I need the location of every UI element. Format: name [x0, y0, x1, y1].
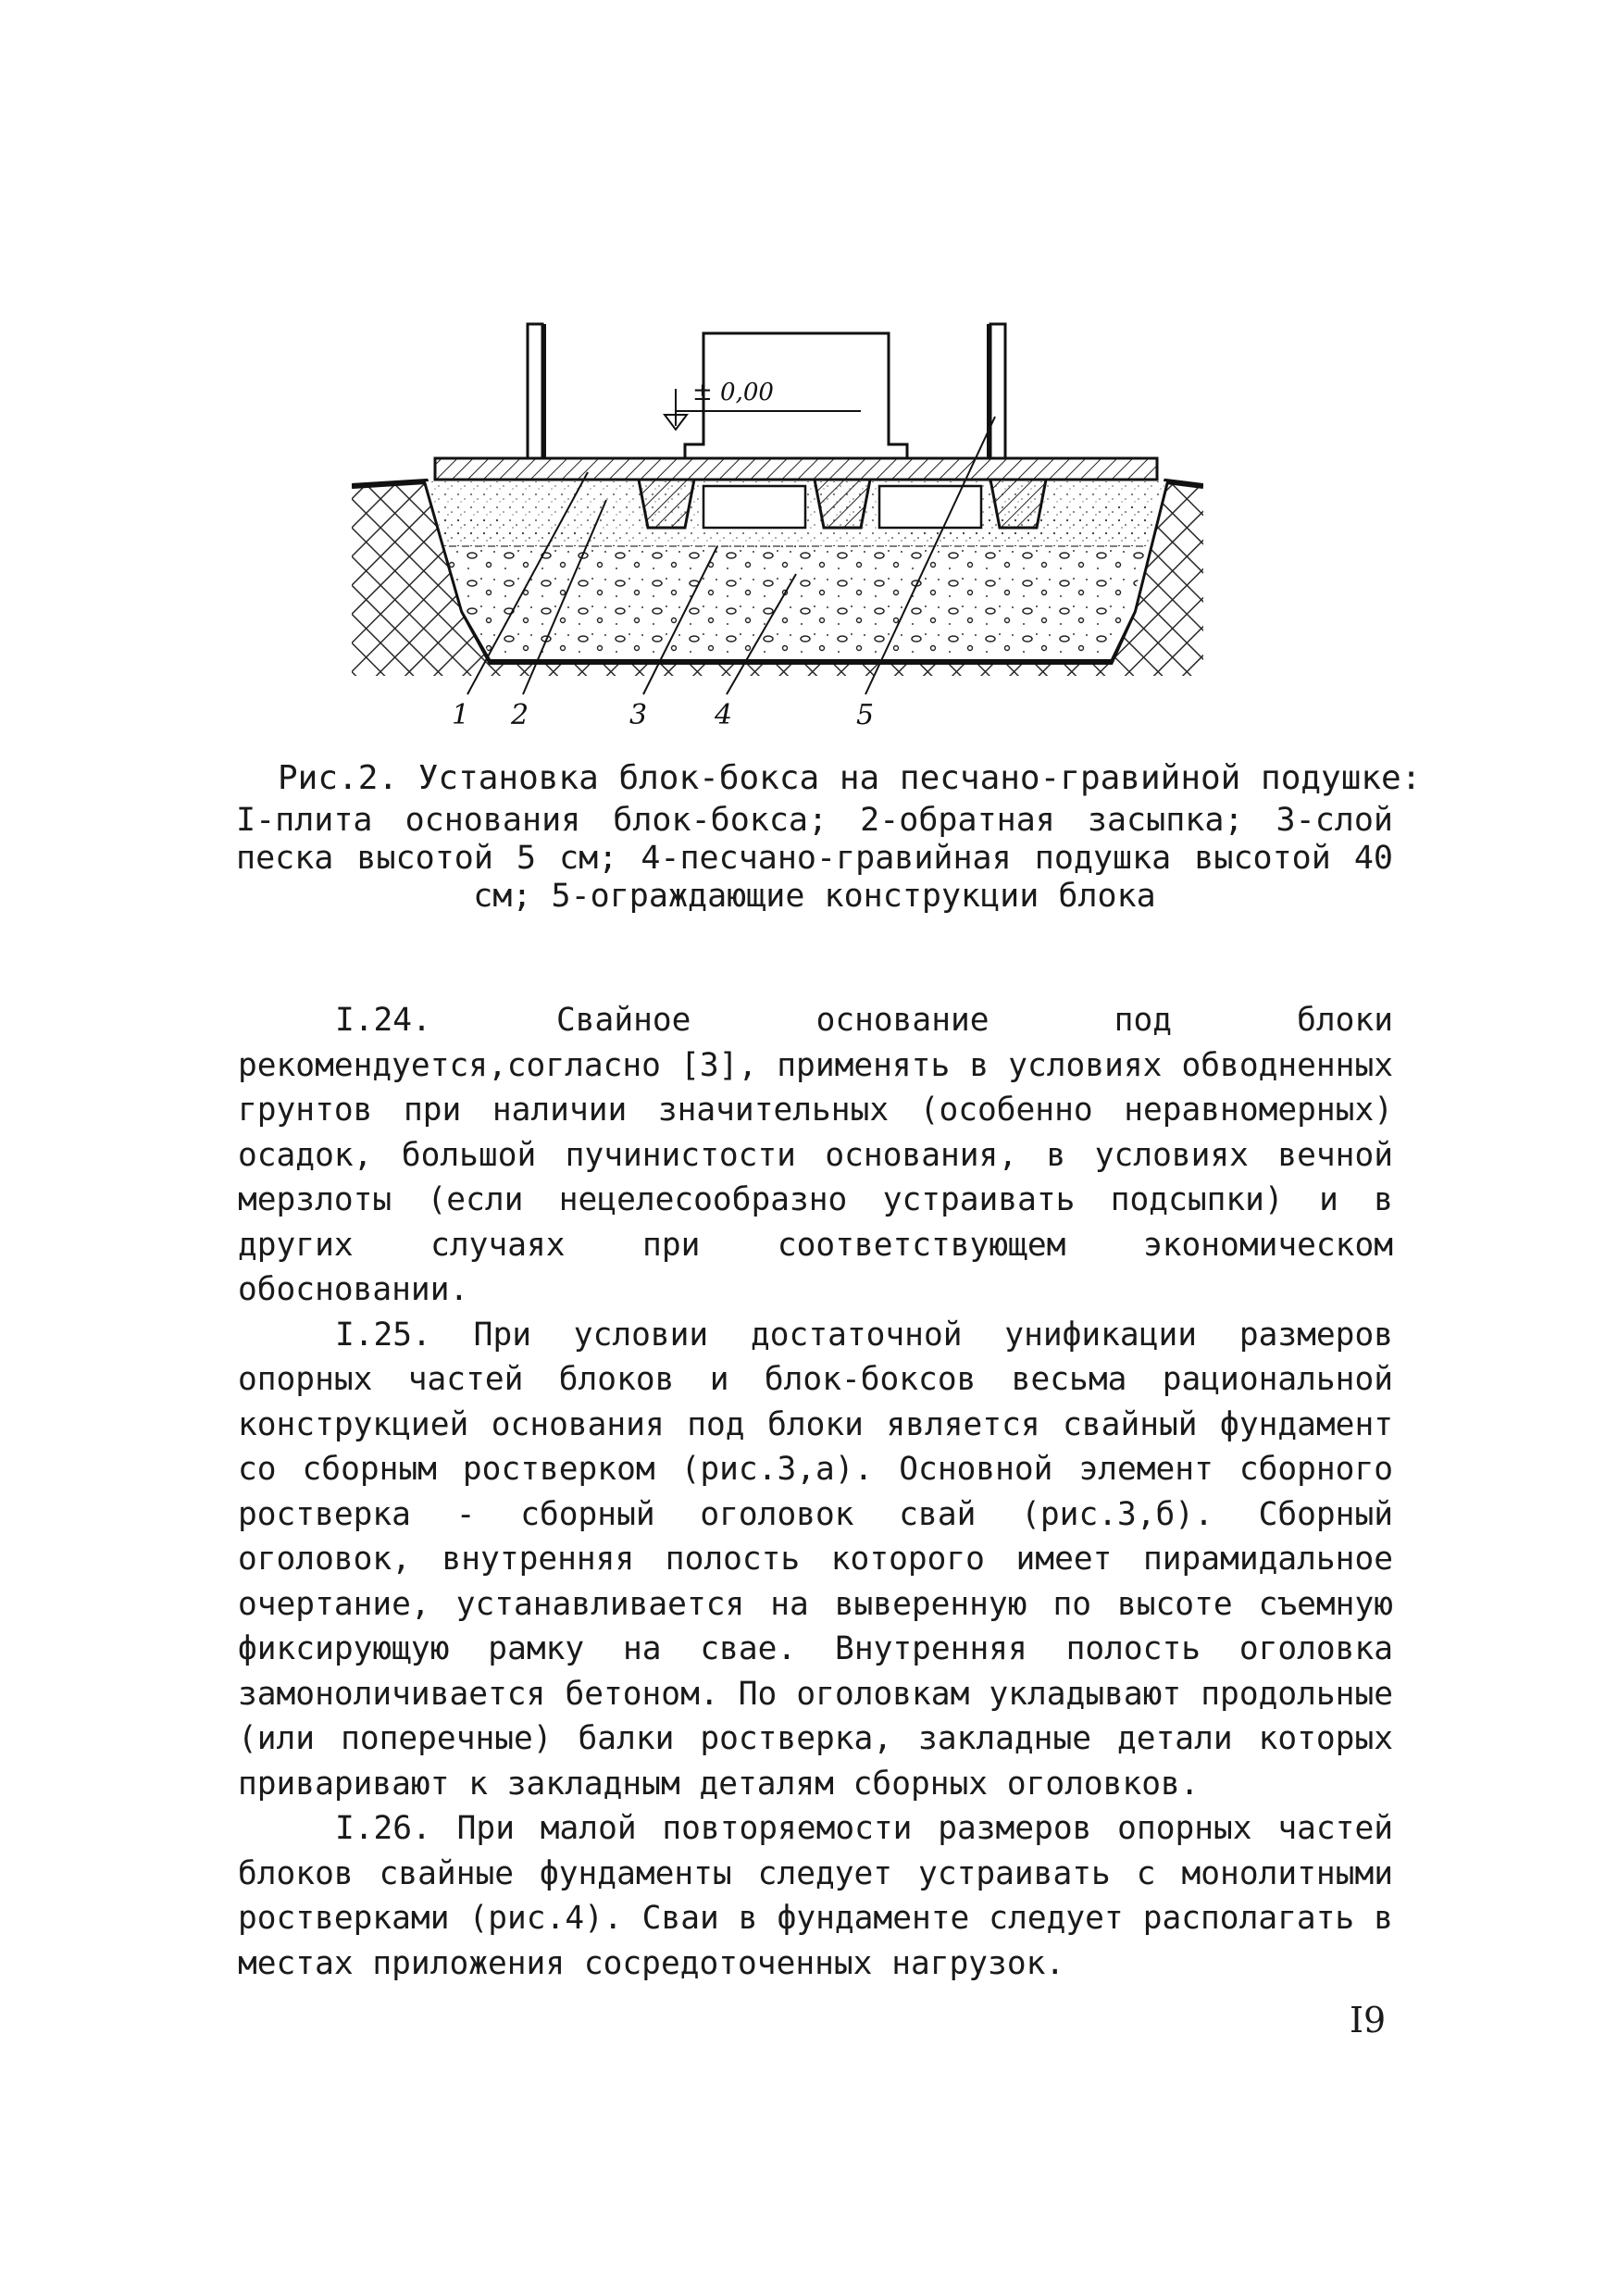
callout-4: 4 [715, 699, 733, 731]
paragraph-1-24: I.24. Свайное основание под блоки рекомендуется,согласно [3], применять в условиях обводненных грунтов при наличии значительных (особенно неравномерных) осадок, большой пучинистости основания, в условиях вечной мерзлоты (если нецелесообразно устраивать подсыпки) и в других случаях при соответствующем экономическом обосновании. [238, 1002, 1393, 1308]
callout-2: 2 [511, 699, 529, 731]
page-number: I9 [1350, 2000, 1387, 2040]
foundation-figure [352, 296, 1203, 741]
block-box-section-drawing [352, 296, 1203, 741]
level-mark: ± 0,00 [692, 379, 774, 406]
callout-5: 5 [856, 699, 875, 731]
figure-caption-title: Рис.2. Установка блок-бокса на песчано-гравийной подушке: [278, 759, 1422, 797]
body-text [238, 998, 1393, 1986]
paragraph-1-26: I.26. При малой повторяемости размеров опорных частей блоков свайные фундаменты следует устраивать с монолитными ростверками (рис.4). Сваи в фундаменте следует располагать в местах приложения сосредоточенных нагрузок. [238, 1810, 1393, 1982]
callout-3: 3 [629, 699, 648, 731]
paragraph-1-25: I.25. При условии достаточной унификации размеров опорных частей блоков и блок-боксов весьма рациональной конструкцией основания под блоки является свайный фундамент со сборным ростверком (рис.3,а). Основной элемент сборного ростверка - сборный оголовок свай (рис.3,б). Сборный оголовок, внутренняя полость которого имеет пирамидальное очертание, устанавливается на выверенную по высоте съемную фиксирующую рамку на свае. Внутренняя полость оголовка замоноличивается бетоном. По оголовкам укладывают продольные (или поперечные) балки ростверка, закладные детали которых приваривают к закладным деталям сборных оголовков. [238, 1316, 1393, 1803]
figure-caption-legend: I-плита основания блок-бокса; 2-обратная засыпка; 3-слой песка высотой 5 см; 4-песчано-гравийная подушка высотой 40 см; 5-ограждающие конструкции блока [236, 802, 1393, 915]
callout-1: 1 [452, 699, 470, 731]
